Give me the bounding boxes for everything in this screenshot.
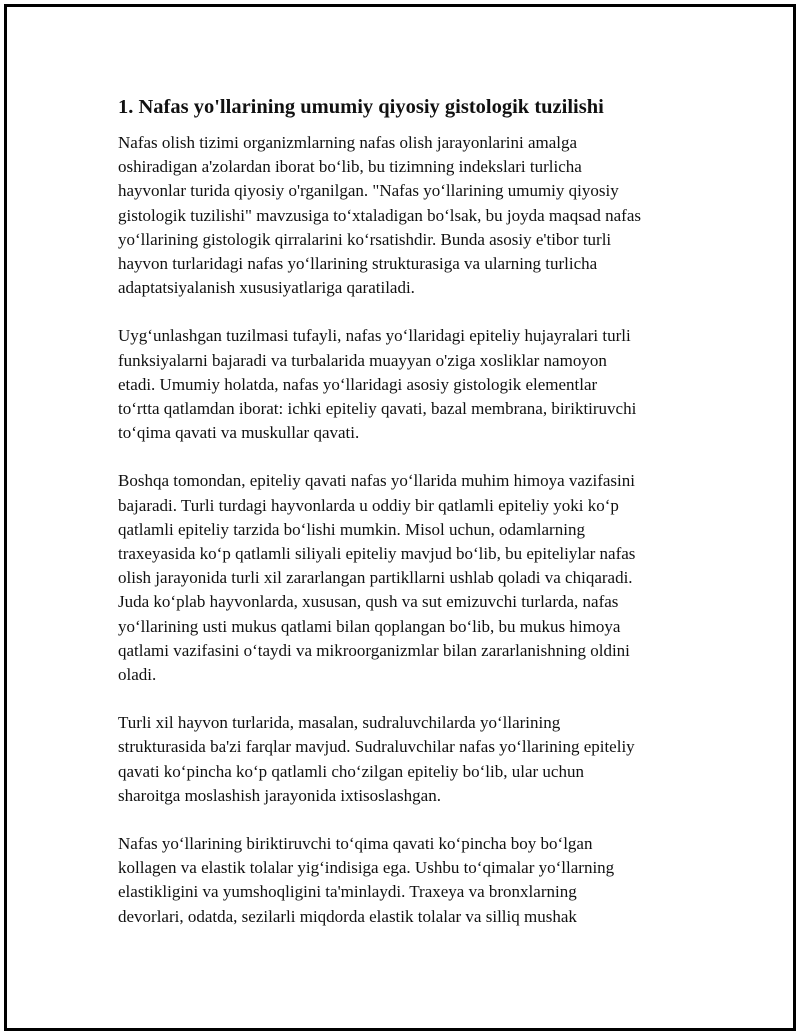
text-line: Uyg‘unlashgan tuzilmasi tufayli, nafas yo‘llaridagi epiteliy hujayralari turli bbox=[118, 326, 631, 346]
text-line: oladi. bbox=[118, 665, 157, 685]
text-line: traxeyasida ko‘p qatlamli siliyali epiteliy mavjud bo‘lib, bu epiteliylar nafas bbox=[118, 544, 636, 564]
paragraph-2 bbox=[118, 324, 686, 445]
text-line: kollagen va elastik tolalar yig‘indisiga ega. Ushbu to‘qimalar yo‘llarning bbox=[118, 858, 615, 878]
text-line: gistologik tuzilishi" mavzusiga to‘xtaladigan bo‘lsak, bu joyda maqsad nafas bbox=[118, 205, 641, 225]
text-line: to‘rtta qatlamdan iborat: ichki epiteliy qavati, bazal membrana, biriktiruvchi bbox=[118, 399, 637, 419]
text-line: qatlamli epiteliy tarzida bo‘lishi mumkin. Misol uchun, odamlarning bbox=[118, 519, 585, 539]
text-line: etadi. Umumiy holatda, nafas yo‘llaridagi asosiy gistologik elementlar bbox=[118, 374, 598, 394]
paragraph-5 bbox=[118, 832, 686, 929]
text-line: qatlami vazifasini o‘taydi va mikroorganizmlar bilan zararlanishning oldini bbox=[118, 640, 630, 660]
text-line: Boshqa tomondan, epiteliy qavati nafas yo‘llarida muhim himoya vazifasini bbox=[118, 471, 635, 491]
document-body bbox=[118, 93, 686, 953]
text-line: strukturasida ba'zi farqlar mavjud. Sudraluvchilar nafas yo‘llarining epiteliy bbox=[118, 737, 635, 757]
paragraph-3 bbox=[118, 469, 686, 687]
text-line: hayvon turlaridagi nafas yo‘llarining strukturasiga va ularning turlicha bbox=[118, 254, 598, 274]
text-line: qavati ko‘pincha ko‘p qatlamli cho‘zilgan epiteliy bo‘lib, ular uchun bbox=[118, 761, 584, 781]
text-line: yo‘llarining gistologik qirralarini ko‘rsatishdir. Bunda asosiy e'tibor turli bbox=[118, 229, 612, 249]
text-line: to‘qima qavati va muskullar qavati. bbox=[118, 423, 360, 443]
text-line: oshiradigan a'zolardan iborat bo‘lib, bu tizimning indekslari turlicha bbox=[118, 157, 582, 177]
text-line: bajaradi. Turli turdagi hayvonlarda u oddiy bir qatlamli epiteliy yoki ko‘p bbox=[118, 495, 619, 515]
text-line: yo‘llarining usti mukus qatlami bilan qoplangan bo‘lib, bu mukus himoya bbox=[118, 616, 621, 636]
text-line: Turli xil hayvon turlarida, masalan, sudraluvchilarda yo‘llarining bbox=[118, 713, 561, 733]
text-line: elastikligini va yumshoqligini ta'minlaydi. Traxeya va bronxlarning bbox=[118, 882, 577, 902]
section-title: 1. Nafas yo'llarining umumiy qiyosiy gistologik tuzilishi bbox=[118, 96, 604, 118]
text-line: funksiyalarni bajaradi va turbalarida muayyan o'ziga xosliklar namoyon bbox=[118, 350, 607, 370]
paragraph-4 bbox=[118, 711, 686, 808]
text-line: adaptatsiyalanish xususiyatlariga qaratiladi. bbox=[118, 278, 415, 298]
text-line: Nafas yo‘llarining biriktiruvchi to‘qima qavati ko‘pincha boy bo‘lgan bbox=[118, 834, 593, 854]
text-line: Juda ko‘plab hayvonlarda, xususan, qush va sut emizuvchi turlarda, nafas bbox=[118, 592, 619, 612]
text-line: hayvonlar turida qiyosiy o'rganilgan. "Nafas yo‘llarining umumiy qiyosiy bbox=[118, 181, 619, 201]
text-line: Nafas olish tizimi organizmlarning nafas olish jarayonlarini amalga bbox=[118, 133, 578, 152]
text-line: olish jarayonida turli xil zararlangan partikllarni ushlab qoladi va chiqaradi. bbox=[118, 568, 633, 588]
text-line: sharoitga moslashish jarayonida ixtisoslashgan. bbox=[118, 785, 441, 805]
text-line: devorlari, odatda, sezilarli miqdorda elastik tolalar va silliq mushak bbox=[118, 906, 577, 926]
paragraph-1 bbox=[118, 131, 686, 300]
